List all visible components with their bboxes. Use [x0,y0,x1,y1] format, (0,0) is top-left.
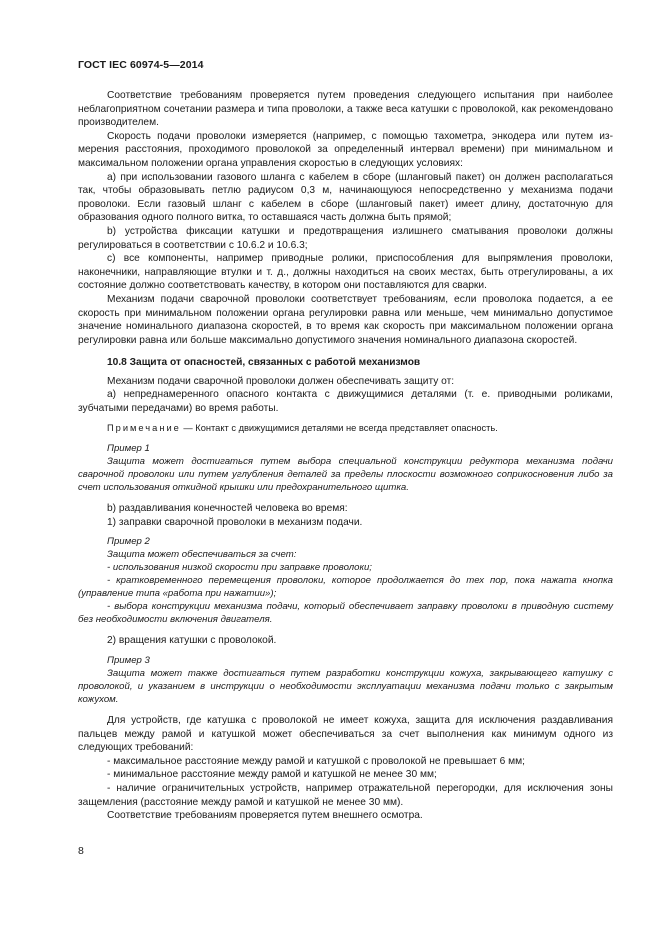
paragraph-speed-measurement: Скорость подачи проволоки измеряется (например, с помощью тахометра, энкодера или путем измерения расстояния, проходимого проволокой за определенный интервал времени) при минимальном и максимальном положении органа управления скоростью в следующих условиях: [78,130,613,169]
list-item-b-spool: b) устройства фиксации катушки и предотвращения излишнего сматывания проволоки должны регулироваться в соответствии с 10.6.2 и 10.6.3; [78,225,613,251]
bullet-limiting-devices: - наличие ограничительных устройств, например отражательной перегородки, для исключения зоны защемления (расстояние между рамой и катушкой не менее 30 мм). [78,783,613,808]
page-number: 8 [78,845,84,857]
example-3-text: Защита может также достигаться путем разработки конструкции кожуха, закрывающего катушку с проволокой, и указанием в инструкции о необходимости эксплуатации механизма подачи только с закрытым кожухом. [78,668,613,706]
note [78,422,613,436]
list-item-2-rotation: 2) вращения катушки с проволокой. [107,635,277,647]
paragraph-no-cover: Для устройств, где катушка с проволокой не имеет кожуха, защита для исключения раздавливания пальцев между рамой и катушкой может обеспечиваться за счет выполнения как минимум одного из следующих требований: [78,715,613,754]
paragraph-test-conditions: Соответствие требованиям проверяется путем проведения следующего испытания при наиболее неблагоприятном сочетании размера и типа проволоки, а также веса катушки с проволокой, как рекомендовано производителем. [78,90,613,129]
paragraph-protection-intro: Механизм подачи сварочной проволоки должен обеспечивать защиту от: [107,375,455,387]
list-item-b-crushing: b) раздавливания конечностей человека во время: [107,503,348,515]
list-item-a-hose: a) при использовании газового шланга с кабелем в сборе (шланговый пакет) он должен располагаться так, чтобы образовывать петлю радиусом 0,3 м, начинающуюся непосредственно у механизма подачи проволоки. Если газовый шланг с кабелем в сборе (шланговый пакет) имеет длину, достаточную для образования одного полного витка, то оставшаяся часть должна быть прямой; [78,171,613,224]
example-2-line-3: - кратковременного перемещения проволоки, которое продолжается до тех пор, пока нажата кнопка (управление типа «работа при нажатии»); [78,575,613,600]
paragraph-visual-inspection: Соответствие требованиям проверяется путем внешнего осмотра. [107,810,423,822]
paragraph-compliance-speed: Механизм подачи сварочной проволоки соответствует требованиям, если проволока подается, а ее скорость при минимальном положении органа регулировки равна или меньше, чем минимально допустимое значение номинального диапазона скоростей, в то время как скорость при максимальном положении органа регулировки равна или больше максимально допустимого значения номинального диапазона скоростей. [78,293,613,346]
bullet-min-distance: - минимальное расстояние между рамой и катушкой не менее 30 мм; [107,769,437,781]
list-item-a-contact: a) непреднамеренного опасного контакта с движущимися деталями (т. е. приводными роликами, зубчатыми передачами) во время работы. [78,389,613,415]
example-1-title: Пример 1 [107,443,150,455]
example-1-text: Защита может достигаться путем выбора специальной конструкции редуктора механизма подачи сварочной проволоки или путем углубления деталей за пределы плоскости возможного соприкосновения либо за счет использования откидной крышки или предохранительного щитка. [78,456,613,494]
example-2-line-4: - выбора конструкции механизма подачи, который обеспечивает заправку проволоки в приводную систему без необходимости включения двигателя. [78,601,613,626]
example-3-title: Пример 3 [107,655,150,667]
section-title-10-8: 10.8 Защита от опасностей, связанных с работой механизмов [107,357,421,369]
note-text: — Контакт с движущимися деталями не всегда представляет опасность. [180,422,498,433]
list-item-1-threading: 1) заправки сварочной проволоки в механизм подачи. [107,516,363,528]
example-2-line-1: Защита может обеспечиваться за счет: [107,549,297,561]
list-item-c-components: c) все компоненты, например приводные ролики, приспособления для выпрямления проволоки, наконечники, направляющие втулки и т. д., должны находиться на своих местах, быть отрегулированы, а их состояние должно соответствовать качеству, в котором они поставляются для сварки. [78,253,613,292]
example-2 [78,535,613,626]
document-header: ГОСТ IEC 60974-5—2014 [78,59,204,71]
example-1 [78,442,613,494]
bullet-max-distance: - максимальное расстояние между рамой и катушкой с проволокой не превышает 6 мм; [107,755,525,767]
example-2-title: Пример 2 [107,536,150,548]
note-label: Примечание [107,422,181,433]
example-2-line-2: - использования низкой скорости при заправке проволоки; [107,562,372,574]
page-body [78,89,613,823]
example-3 [78,654,613,706]
